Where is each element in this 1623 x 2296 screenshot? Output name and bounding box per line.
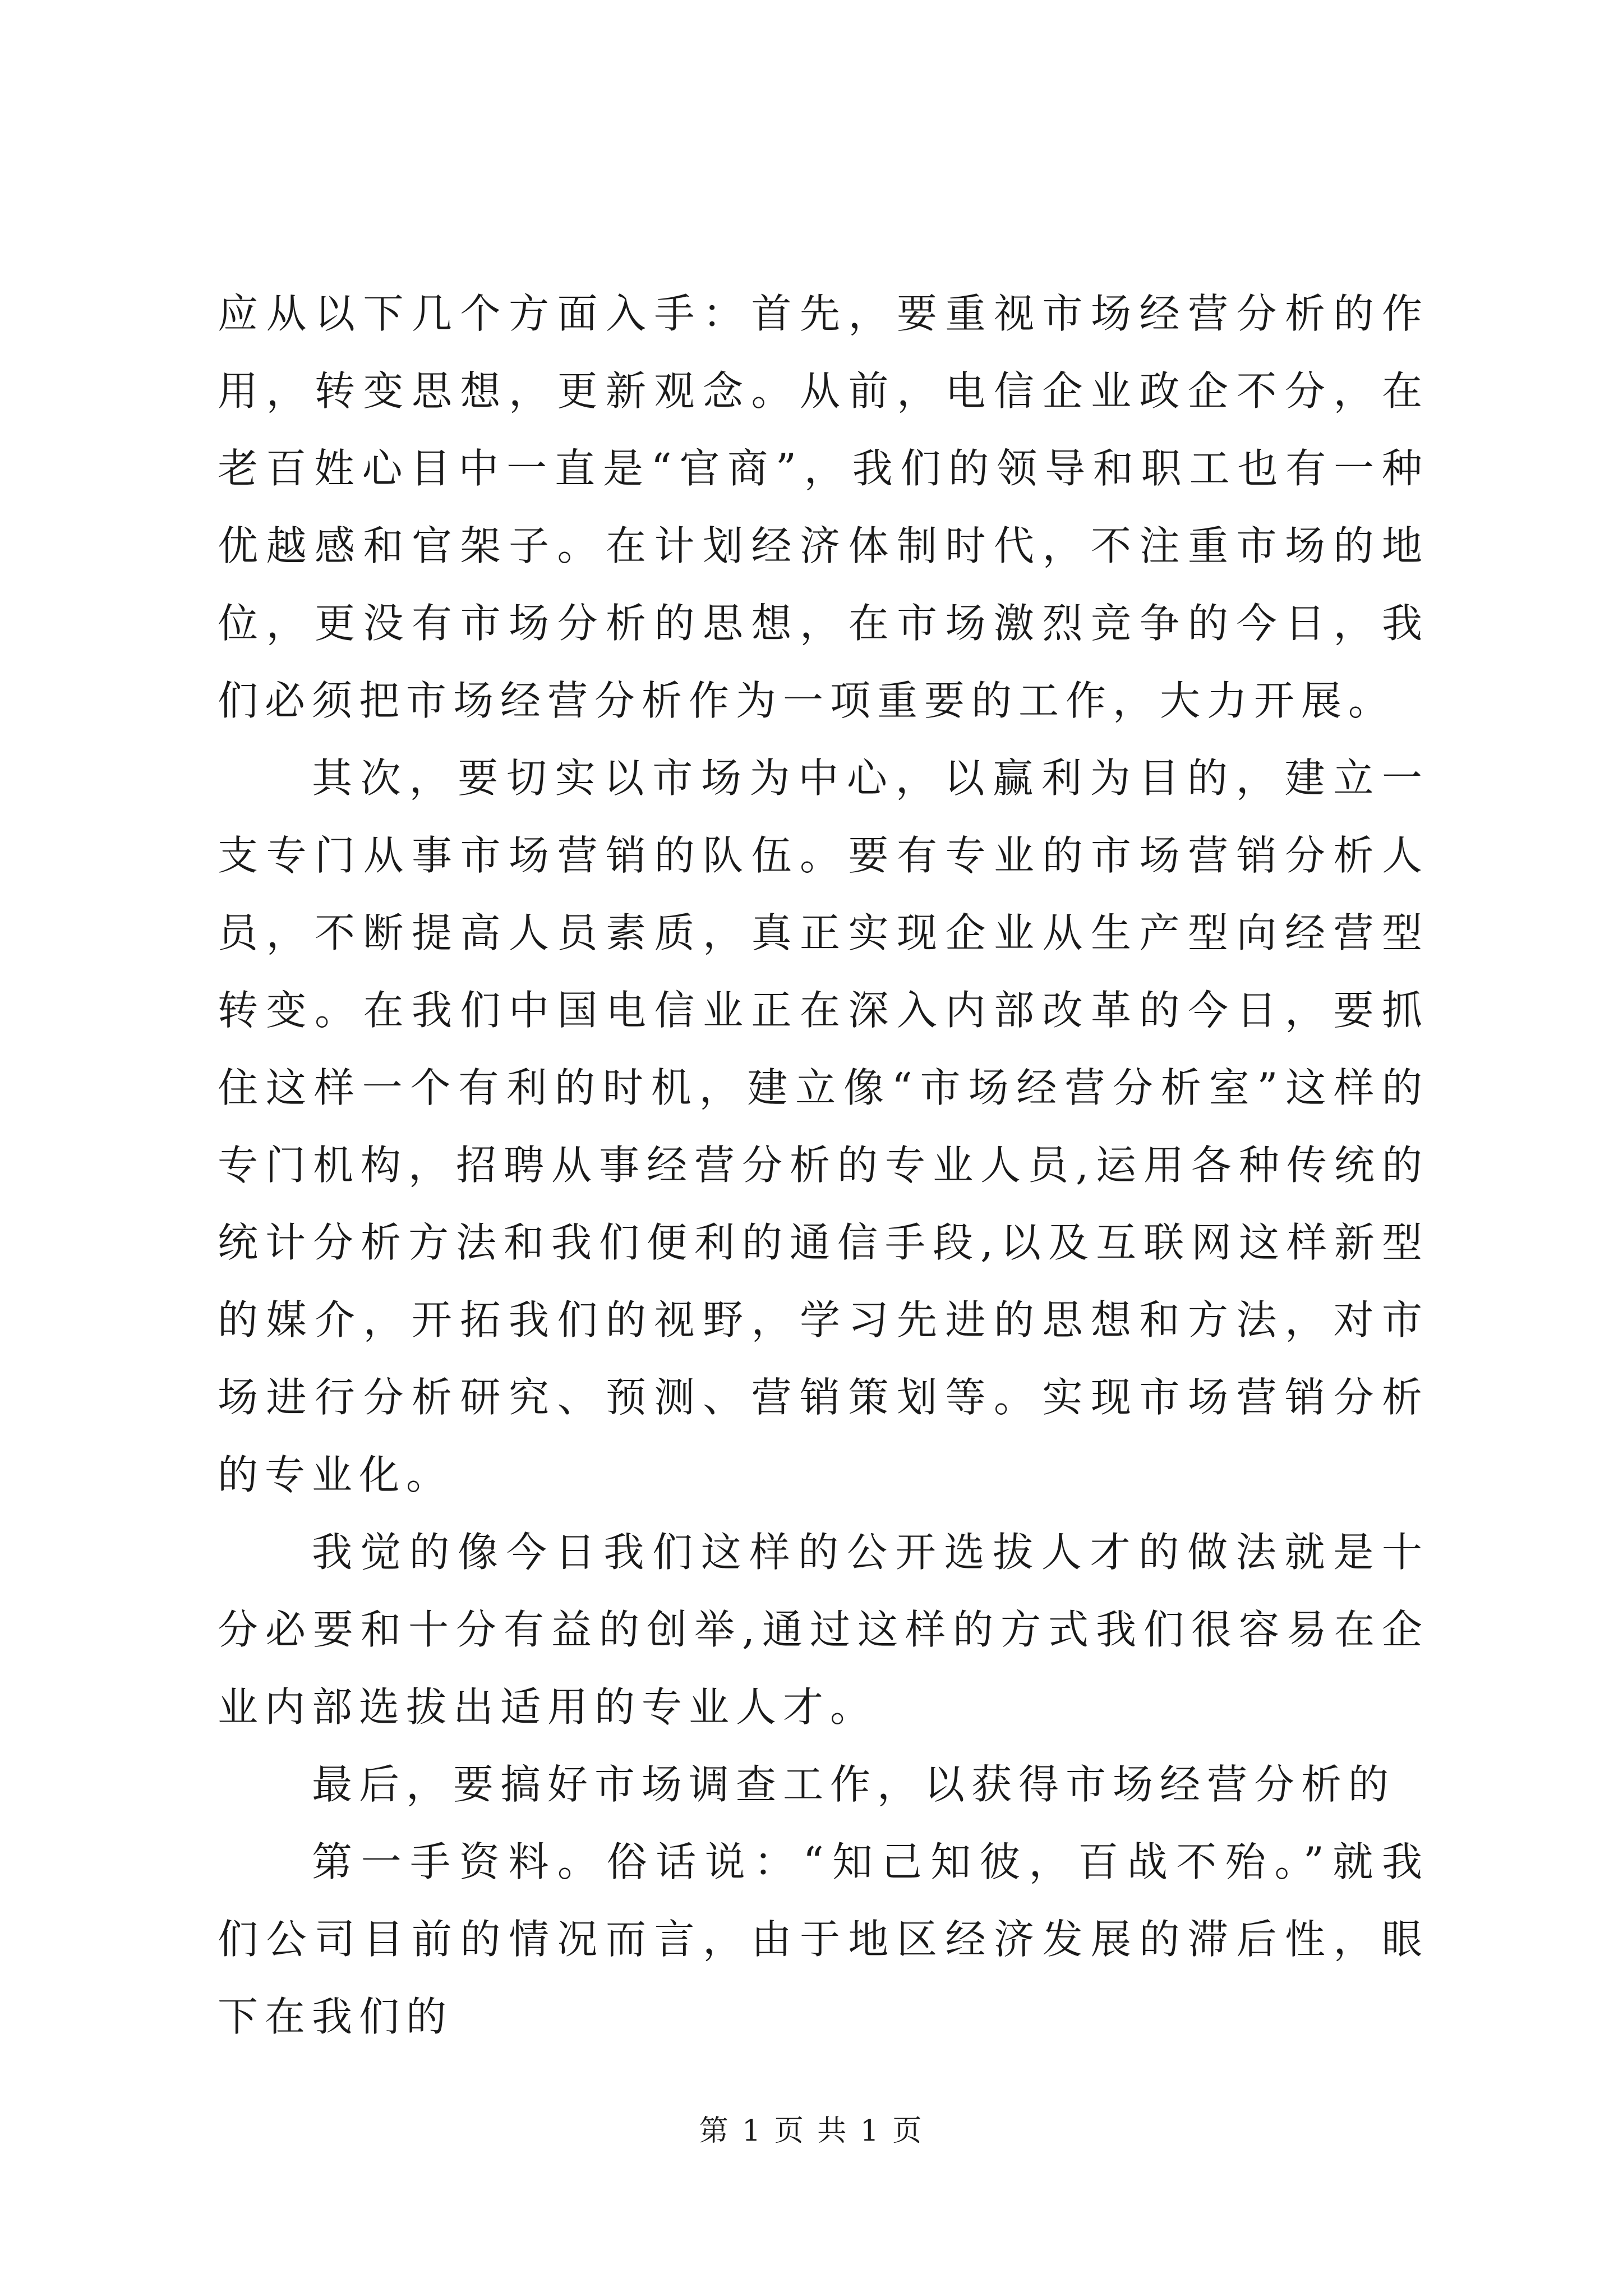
document-body bbox=[218, 275, 1429, 2055]
paragraph-1: 应从以下几个方面入手：首先，要重视市场经营分析的作用，转变思想，更新观念。从前，电信企业政企不分，在老百姓心目中一直是“官商”，我们的领导和职工也有一种优越感和官架子。在计划经济体制时代，不注重市场的地位，更没有市场分析的思想，在市场激烈竞争的今日，我们必须把市场经营分析作为一项重要的工作，大力开展。 bbox=[218, 290, 1429, 724]
paragraph-5: 第一手资料。俗话说：“知己知彼，百战不殆。”就我们公司目前的情况而言，由于地区经济发展的滞后性，眼下在我们的 bbox=[218, 1838, 1429, 2040]
paragraph-4: 最后，要搞好市场调查工作，以获得市场经营分析的 bbox=[312, 1761, 1396, 1808]
paragraph-3: 我觉的像今日我们这样的公开选拔人才的做法就是十分必要和十分有益的创举,通过这样的方式我们很容易在企业内部选拔出适用的专业人才。 bbox=[218, 1529, 1429, 1731]
page-footer: 第 1 页 共 1 页 bbox=[699, 2114, 924, 2148]
paragraph-2: 其次，要切实以市场为中心，以赢利为目的，建立一支专门从事市场营销的队伍。要有专业的市场营销分析人员，不断提高人员素质，真正实现企业从生产型向经营型转变。在我们中国电信业正在深入内部改革的今日，要抓住这样一个有利的时机，建立像“市场经营分析室”这样的专门机构，招聘从事经营分析的专业人员,运用各种传统的统计分析方法和我们便利的通信手段,以及互联网这样新型的媒介，开拓我们的视野，学习先进的思想和方法，对市场进行分析研究、预测、营销策划等。实现市场营销分析的专业化。 bbox=[218, 754, 1429, 1498]
